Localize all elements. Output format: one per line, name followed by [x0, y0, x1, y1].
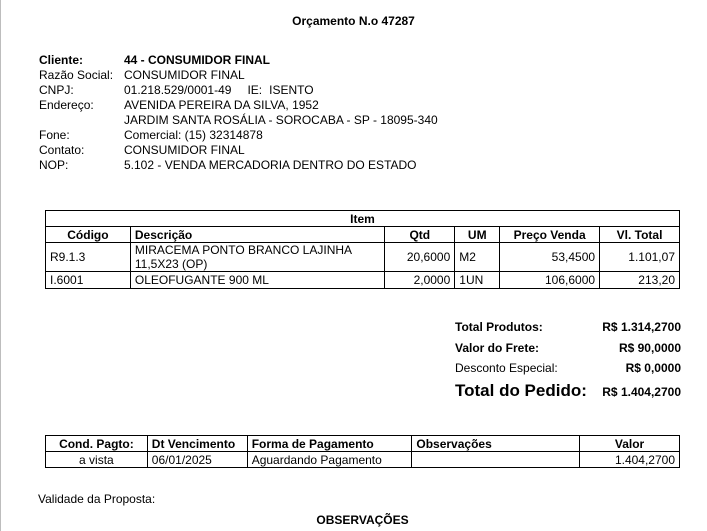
payment-vencimento: 06/01/2025 [147, 452, 247, 468]
total-pedido-value: R$ 1.404,2700 [602, 385, 681, 399]
cnpj-value: 01.218.529/0001-49 [124, 83, 232, 97]
total-produtos-value: R$ 1.314,2700 [602, 320, 681, 334]
frete-row [455, 341, 681, 361]
item-total: 213,20 [600, 272, 680, 289]
frete-label: Valor do Frete: [455, 341, 540, 355]
col-descricao: Descrição [130, 227, 384, 243]
total-pedido-label: Total do Pedido: [455, 381, 587, 400]
col-forma-pagamento: Forma de Pagamento [247, 436, 412, 452]
razao-label: Razão Social: [39, 68, 114, 82]
items-table [45, 210, 680, 289]
contato-row [39, 143, 438, 158]
item-qtd: 20,6000 [385, 243, 455, 272]
endereco-line-2: JARDIM SANTA ROSÁLIA - SOROCABA - SP - 18095-340 [124, 113, 438, 127]
payment-cond: a vista [46, 452, 148, 468]
endereco-line-1: AVENIDA PEREIRA DA SILVA, 1952 [124, 98, 319, 112]
frete-value: R$ 90,0000 [618, 341, 681, 355]
endereco-row-2 [39, 113, 438, 128]
document-title: Orçamento N.o 47287 [292, 14, 415, 28]
client-value: 44 - CONSUMIDOR FINAL [124, 53, 271, 67]
endereco-label: Endereço: [39, 98, 94, 112]
client-label: Cliente: [39, 53, 84, 67]
ie-label: IE: [247, 83, 263, 97]
item-um: M2 [455, 243, 500, 272]
nop-label: NOP: [39, 158, 69, 172]
items-header-row [46, 227, 680, 243]
validity-label: Validade da Proposta: [38, 492, 156, 506]
col-valor: Valor [580, 436, 680, 452]
page-left-border [0, 0, 1, 531]
desconto-row [455, 361, 681, 381]
col-total: Vl. Total [600, 227, 680, 243]
item-codigo: I.6001 [46, 272, 131, 289]
payment-obs [412, 452, 580, 468]
col-observacoes: Observações [412, 436, 580, 452]
col-dt-vencimento: Dt Vencimento [147, 436, 247, 452]
item-descricao: OLEOFUGANTE 900 ML [130, 272, 384, 289]
col-cond-pagto: Cond. Pagto: [46, 436, 148, 452]
observacoes-title: OBSERVAÇÕES [316, 513, 409, 527]
contato-label: Contato: [39, 143, 85, 157]
cnpj-label: CNPJ: [39, 83, 74, 97]
payment-forma: Aguardando Pagamento [247, 452, 412, 468]
totals-block [455, 320, 681, 405]
items-caption: Item [46, 211, 680, 227]
item-preco: 53,4500 [500, 243, 600, 272]
desconto-label: Desconto Especial: [455, 361, 558, 375]
item-descricao: MIRACEMA PONTO BRANCO LAJINHA 11,5X23 (OP) [130, 243, 384, 272]
table-row [46, 452, 680, 468]
item-codigo: R9.1.3 [46, 243, 131, 272]
payment-table [45, 435, 680, 468]
endereco-row [39, 98, 438, 113]
razao-value: CONSUMIDOR FINAL [124, 68, 245, 82]
col-preco: Preço Venda [500, 227, 600, 243]
col-qtd: Qtd [385, 227, 455, 243]
ie-value: ISENTO [269, 83, 314, 97]
item-total: 1.101,07 [600, 243, 680, 272]
total-produtos-label: Total Produtos: [455, 320, 543, 334]
client-info-block [39, 53, 438, 173]
table-row [46, 243, 680, 272]
col-codigo: Código [46, 227, 131, 243]
item-um: 1UN [455, 272, 500, 289]
payment-valor: 1.404,2700 [580, 452, 680, 468]
fone-value: Comercial: (15) 32314878 [124, 128, 263, 142]
nop-value: 5.102 - VENDA MERCADORIA DENTRO DO ESTADO [124, 158, 417, 172]
client-row [39, 53, 438, 68]
table-row [46, 272, 680, 289]
col-um: UM [455, 227, 500, 243]
payment-header-row [46, 436, 680, 452]
nop-row [39, 158, 438, 173]
item-preco: 106,6000 [500, 272, 600, 289]
contato-value: CONSUMIDOR FINAL [124, 143, 245, 157]
total-pedido-row [455, 381, 681, 405]
desconto-value: R$ 0,0000 [625, 361, 681, 375]
fone-row [39, 128, 438, 143]
total-produtos-row [455, 320, 681, 341]
fone-label: Fone: [39, 128, 70, 142]
razao-row [39, 68, 438, 83]
item-qtd: 2,0000 [385, 272, 455, 289]
cnpj-row [39, 83, 438, 98]
